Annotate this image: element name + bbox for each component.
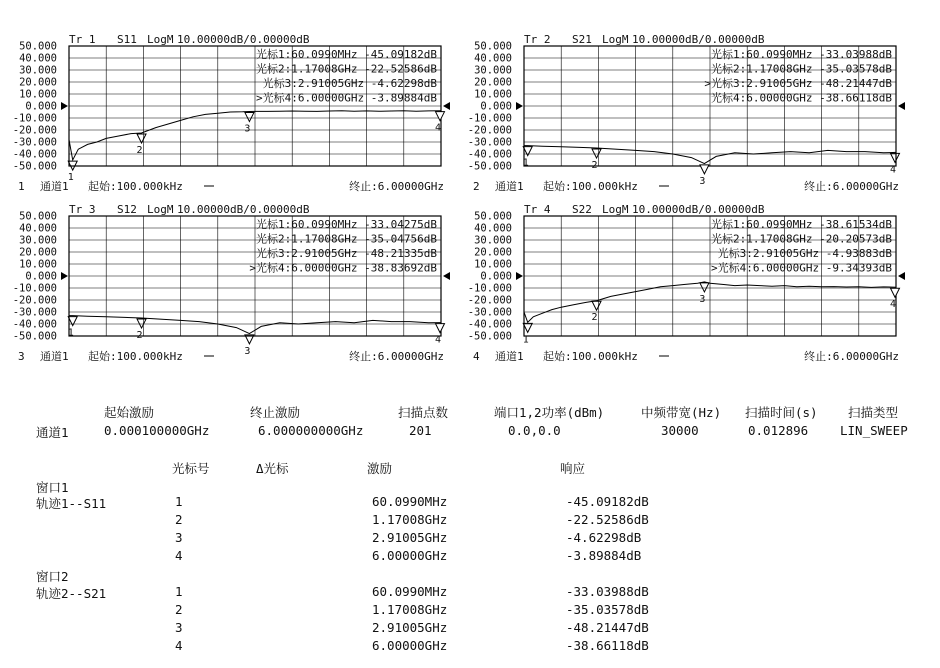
y-tick-label: 10.000 [474,258,512,271]
value-sweep-time: 0.012896 [748,423,809,438]
start-frequency: 起始:100.000kHz [88,180,183,193]
marker-row-number: 1 [175,494,183,509]
trace-label: 轨迹1--S11 [36,496,107,511]
trace-format: LogM [602,33,629,46]
marker-number: 1 [67,327,74,339]
marker-number: 1 [522,157,529,169]
marker-row-stimulus: 1.17008GHz [372,602,448,617]
reference-arrow-right [443,102,450,110]
value-stop-stimulus: 6.000000000GHz [258,423,364,438]
y-tick-label: 0.000 [25,270,57,283]
channel-number: 1 [18,180,25,193]
start-frequency: 起始:100.000kHz [543,350,638,363]
stop-frequency: 终止:6.00000GHz [349,350,444,363]
chart-panel-s21 [455,30,925,202]
y-tick-label: -50.000 [12,160,57,173]
y-tick-label: 30.000 [474,234,512,247]
marker-row-number: 2 [175,602,183,617]
marker-symbol [700,165,709,174]
reference-arrow-left [516,102,523,110]
y-tick-label: -20.000 [467,124,512,137]
header-response: 响应 [560,461,586,476]
marker-row-response: -4.62298dB [566,530,642,545]
y-tick-label: 30.000 [19,64,57,77]
channel-name: 通道1 [40,350,69,363]
y-tick-label: 40.000 [19,52,57,65]
y-tick-label: -10.000 [12,112,57,125]
trace-label: Tr 1 [69,33,96,46]
y-tick-label: 40.000 [19,222,57,235]
trace-label: Tr 4 [524,203,551,216]
value-sweep-points: 201 [409,423,432,438]
marker-readout: >光标3:2.91005GHz -48.21447dB [704,77,892,90]
header-marker-number: 光标号 [172,461,210,476]
marker-readout: 光标2:1.17008GHz -22.52586dB [256,62,437,76]
marker-readout: 光标3:2.91005GHz -4.93883dB [717,247,892,260]
stop-frequency: 终止:6.00000GHz [349,180,444,193]
window-label: 窗口1 [36,480,69,495]
y-tick-label: -40.000 [12,318,57,331]
marker-number: 3 [244,123,251,135]
marker-number: 1 [522,334,529,346]
marker-row-stimulus: 6.00000GHz [372,548,448,563]
marker-number: 2 [591,160,598,172]
value-start-stimulus: 0.000100000GHz [104,423,210,438]
value-if-bandwidth: 30000 [661,423,699,438]
y-tick-label: -40.000 [467,148,512,161]
marker-readout: 光标1:60.0990MHz -33.03988dB [711,48,892,61]
header-stop-stimulus: 终止激励 [250,405,301,420]
header-start-stimulus: 起始激励 [104,405,155,420]
y-tick-label: -50.000 [467,160,512,173]
value-port-power: 0.0,0.0 [508,423,561,438]
marker-row-number: 3 [175,620,183,635]
y-tick-label: -20.000 [467,294,512,307]
marker-readout: 光标1:60.0990MHz -38.61534dB [711,218,892,231]
y-tick-label: 40.000 [474,222,512,235]
y-tick-label: 20.000 [19,76,57,89]
y-tick-label: -10.000 [467,112,512,125]
marker-readout: 光标4:6.00000GHz -38.66118dB [711,91,892,105]
trace-scale: 10.00000dB/0.00000dB [632,33,765,46]
marker-row-number: 4 [175,638,183,653]
marker-number: 2 [591,312,598,324]
stop-frequency: 终止:6.00000GHz [804,350,899,363]
trace-format: LogM [147,33,174,46]
y-tick-label: 50.000 [474,40,512,53]
marker-readout: >光标4:6.00000GHz -38.83692dB [249,261,437,275]
marker-row-response: -3.89884dB [566,548,642,563]
marker-row-response: -48.21447dB [566,620,649,635]
marker-readout: 光标2:1.17008GHz -35.04756dB [256,232,437,246]
marker-row-stimulus: 60.0990MHz [372,584,448,599]
trace-label: Tr 3 [69,203,96,216]
y-tick-label: -10.000 [467,282,512,295]
y-tick-label: 50.000 [19,210,57,223]
y-tick-label: 0.000 [480,270,512,283]
marker-number: 4 [434,122,442,134]
marker-row-response: -22.52586dB [566,512,649,527]
y-tick-label: 0.000 [480,100,512,113]
chart-panel-s11 [0,30,470,202]
stop-frequency: 终止:6.00000GHz [804,180,899,193]
reference-arrow-left [516,272,523,280]
window-label: 窗口2 [36,569,69,584]
marker-readout: 光标3:2.91005GHz -4.62298dB [262,77,437,90]
header-sweep-points: 扫描点数 [398,405,449,420]
header-if-bandwidth: 中频带宽(Hz) [641,405,722,420]
channel-number: 2 [473,180,480,193]
chart-svg [455,30,925,202]
reference-arrow-right [443,272,450,280]
trace-format: LogM [602,203,629,216]
marker-readout: 光标2:1.17008GHz -20.20573dB [711,232,892,246]
y-tick-label: -30.000 [467,306,512,319]
trace-parameter: S12 [117,203,137,216]
y-tick-label: 40.000 [474,52,512,65]
y-tick-label: 30.000 [474,64,512,77]
header-stimulus: 激励 [367,461,393,476]
y-tick-label: -20.000 [12,124,57,137]
marker-readout: 光标3:2.91005GHz -48.21335dB [256,247,437,260]
y-tick-label: 30.000 [19,234,57,247]
channel-name: 通道1 [40,180,69,193]
marker-row-number: 2 [175,512,183,527]
reference-arrow-right [898,102,905,110]
chart-panel-s22 [455,200,925,372]
y-tick-label: 0.000 [25,100,57,113]
marker-row-stimulus: 2.91005GHz [372,530,448,545]
marker-readout: 光标1:60.0990MHz -45.09182dB [256,48,437,61]
channel-name: 通道1 [495,350,524,363]
marker-row-stimulus: 2.91005GHz [372,620,448,635]
trace-scale: 10.00000dB/0.00000dB [177,33,310,46]
marker-number: 3 [699,175,706,187]
y-tick-label: 20.000 [474,76,512,89]
y-tick-label: 50.000 [19,40,57,53]
y-tick-label: -30.000 [12,136,57,149]
trace-label: 轨迹2--S21 [36,586,107,601]
marker-number: 2 [136,330,143,342]
trace-scale: 10.00000dB/0.00000dB [632,203,765,216]
y-tick-label: 20.000 [19,246,57,259]
header-sweep-type: 扫描类型 [848,405,899,420]
header-delta-marker: Δ光标 [256,461,289,476]
marker-row-number: 4 [175,548,183,563]
marker-row-number: 3 [175,530,183,545]
header-port-power: 端口1,2功率(dBm) [494,405,605,420]
start-frequency: 起始:100.000kHz [543,180,638,193]
marker-row-number: 1 [175,584,183,599]
reference-arrow-left [61,272,68,280]
y-tick-label: 10.000 [474,88,512,101]
marker-row-stimulus: 6.00000GHz [372,638,448,653]
marker-number: 4 [434,334,442,346]
marker-number: 4 [889,164,897,176]
y-tick-label: -40.000 [12,148,57,161]
marker-readout: 光标1:60.0990MHz -33.04275dB [256,218,437,231]
trace-format: LogM [147,203,174,216]
header-sweep-time: 扫描时间(s) [745,405,818,420]
chart-svg [0,30,470,202]
marker-number: 2 [136,145,143,157]
marker-row-response: -35.03578dB [566,602,649,617]
marker-readout: 光标2:1.17008GHz -35.03578dB [711,62,892,76]
y-tick-label: -30.000 [12,306,57,319]
trace-parameter: S22 [572,203,592,216]
marker-row-response: -38.66118dB [566,638,649,653]
trace-scale: 10.00000dB/0.00000dB [177,203,310,216]
marker-number: 4 [889,299,897,311]
chart-panel-s12 [0,200,470,372]
marker-row-stimulus: 1.17008GHz [372,512,448,527]
channel-name: 通道1 [495,180,524,193]
y-tick-label: 10.000 [19,258,57,271]
trace-parameter: S21 [572,33,592,46]
chart-svg [455,200,925,372]
start-frequency: 起始:100.000kHz [88,350,183,363]
reference-arrow-left [61,102,68,110]
marker-number: 3 [244,345,251,357]
y-tick-label: -50.000 [467,330,512,343]
trace-label: Tr 2 [524,33,551,46]
marker-number: 1 [67,172,74,184]
y-tick-label: -10.000 [12,282,57,295]
marker-row-response: -45.09182dB [566,494,649,509]
marker-readout: >光标4:6.00000GHz -3.89884dB [256,91,437,105]
reference-arrow-right [898,272,905,280]
y-tick-label: -50.000 [12,330,57,343]
y-tick-label: 10.000 [19,88,57,101]
y-tick-label: -20.000 [12,294,57,307]
y-tick-label: -40.000 [467,318,512,331]
channel-number: 4 [473,350,480,363]
y-tick-label: 20.000 [474,246,512,259]
value-sweep-type: LIN_SWEEP [840,423,908,438]
marker-number: 3 [699,293,706,305]
channel-number: 3 [18,350,25,363]
y-tick-label: -30.000 [467,136,512,149]
settings-channel: 通道1 [36,425,69,440]
marker-readout: >光标4:6.00000GHz -9.34393dB [711,261,892,275]
trace-parameter: S11 [117,33,137,46]
marker-row-stimulus: 60.0990MHz [372,494,448,509]
marker-row-response: -33.03988dB [566,584,649,599]
y-tick-label: 50.000 [474,210,512,223]
chart-svg [0,200,470,372]
